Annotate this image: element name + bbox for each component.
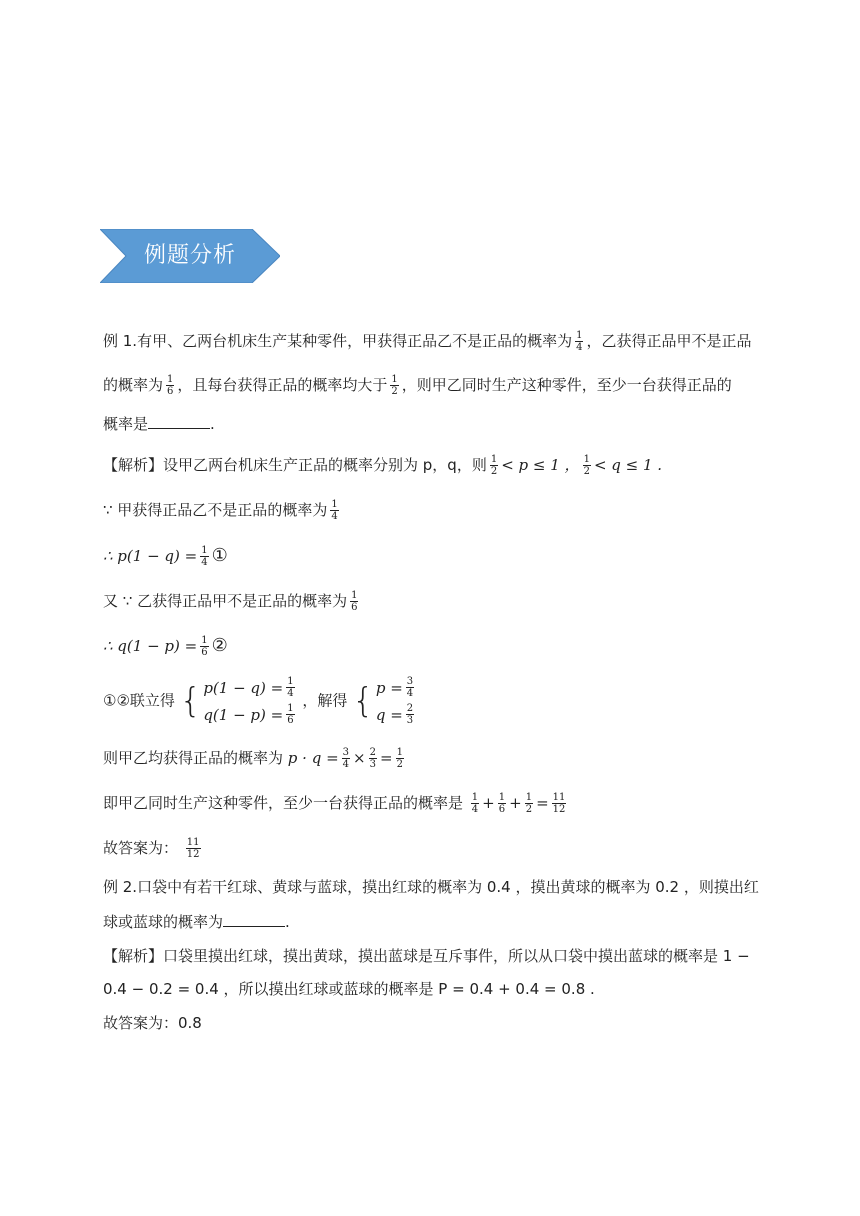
answer-blank (148, 414, 210, 429)
section-banner (100, 229, 280, 283)
ex2-line-1: 例 2.口袋中有若干红球、黄球与蓝球，摸出红球的概率为 0.4 ，摸出黄球的概率为 0.2 ，则摸出红 (103, 878, 759, 896)
ex1-solution-intro: 【解析】设甲乙两台机床生产正品的概率分别为 p，q，则 $\frac{1}{2}$ < p ≤ 1 ， $\frac{1}{2}$ < q ≤ 1 . (103, 454, 663, 477)
solution-system: { p = $\frac{3}{4}$ q = $\frac{2}{3}$ (352, 676, 414, 726)
fraction: $\frac{1}{6}$ (351, 590, 358, 613)
ex1-step-3: 又 ∵ 乙获得正品甲不是正品的概率为 $\frac{1}{6}$ (103, 590, 358, 613)
fraction: $\frac{1}{2}$ (391, 374, 398, 397)
ex1-step-4: ∴ q(1 − p) = $\frac{1}{6}$ ② (103, 635, 228, 658)
fraction: $\frac{1}{4}$ (576, 330, 583, 353)
fraction: $\frac{1}{6}$ (167, 374, 174, 397)
ex2-line-2: 球或蓝球的概率为 . (103, 913, 290, 931)
ex1-step-5: ①②联立得 { p(1 − q) = $\frac{1}{4}$ q(1 − p) = $\frac{1}{6}$ ，解得 { p = $\frac{3}{4}$ q = $\frac{2}{3}$ (103, 676, 417, 726)
fraction: $\frac{1}{2}$ (490, 454, 498, 477)
answer-blank (223, 912, 285, 927)
ex1-step-6: 则甲乙均获得正品的概率为 p · q = $\frac{3}{4}$ × $\frac{2}{3}$ = $\frac{1}{2}$ (103, 747, 403, 770)
fraction: $\frac{1}{2}$ (583, 454, 590, 477)
banner-title: 例题分析 (144, 243, 237, 268)
ex2-solution-2: 0.4 − 0.2 = 0.4 ，所以摸出红球或蓝球的概率是 P = 0.4 + 0.4 = 0.8 . (103, 980, 595, 998)
ex1-step-7: 即甲乙同时生产这种零件，至少一台获得正品的概率是 $\frac{1}{4}$ + $\frac{1}{6}$ + $\frac{1}{2}$ = $\frac{11}{12}$ (103, 792, 566, 815)
ex1-step-1: ∵ 甲获得正品乙不是正品的概率为 $\frac{1}{4}$ (103, 499, 338, 522)
fraction: $\frac{1}{4}$ (201, 545, 208, 568)
ex1-step-2: ∴ p(1 − q) = $\frac{1}{4}$ ① (103, 545, 228, 568)
fraction: $\frac{1}{6}$ (201, 635, 208, 658)
ex1-line-1: 例 1.有甲、乙两台机床生产某种零件，甲获得正品乙不是正品的概率为 $\frac{1}{4}$ ，乙获得正品甲不是正品 (103, 330, 752, 353)
ex2-answer: 故答案为：0.8 (103, 1014, 202, 1032)
ex2-solution-1: 【解析】口袋里摸出红球，摸出黄球，摸出蓝球是互斥事件，所以从口袋中摸出蓝球的概率是 1 − (103, 947, 750, 965)
ex1-line-2: 的概率为 $\frac{1}{6}$ ，且每台获得正品的概率均大于 $\frac{1}{2}$ ，则甲乙同时生产这种零件，至少一台获得正品的 (103, 374, 732, 397)
fraction: $\frac{1}{4}$ (331, 499, 338, 522)
equation-system: { p(1 − q) = $\frac{1}{4}$ q(1 − p) = $\frac{1}{6}$ (179, 676, 294, 726)
ex1-answer: 故答案为： $\frac{11}{12}$ (103, 837, 200, 860)
ex1-line-3: 概率是 . (103, 415, 215, 433)
